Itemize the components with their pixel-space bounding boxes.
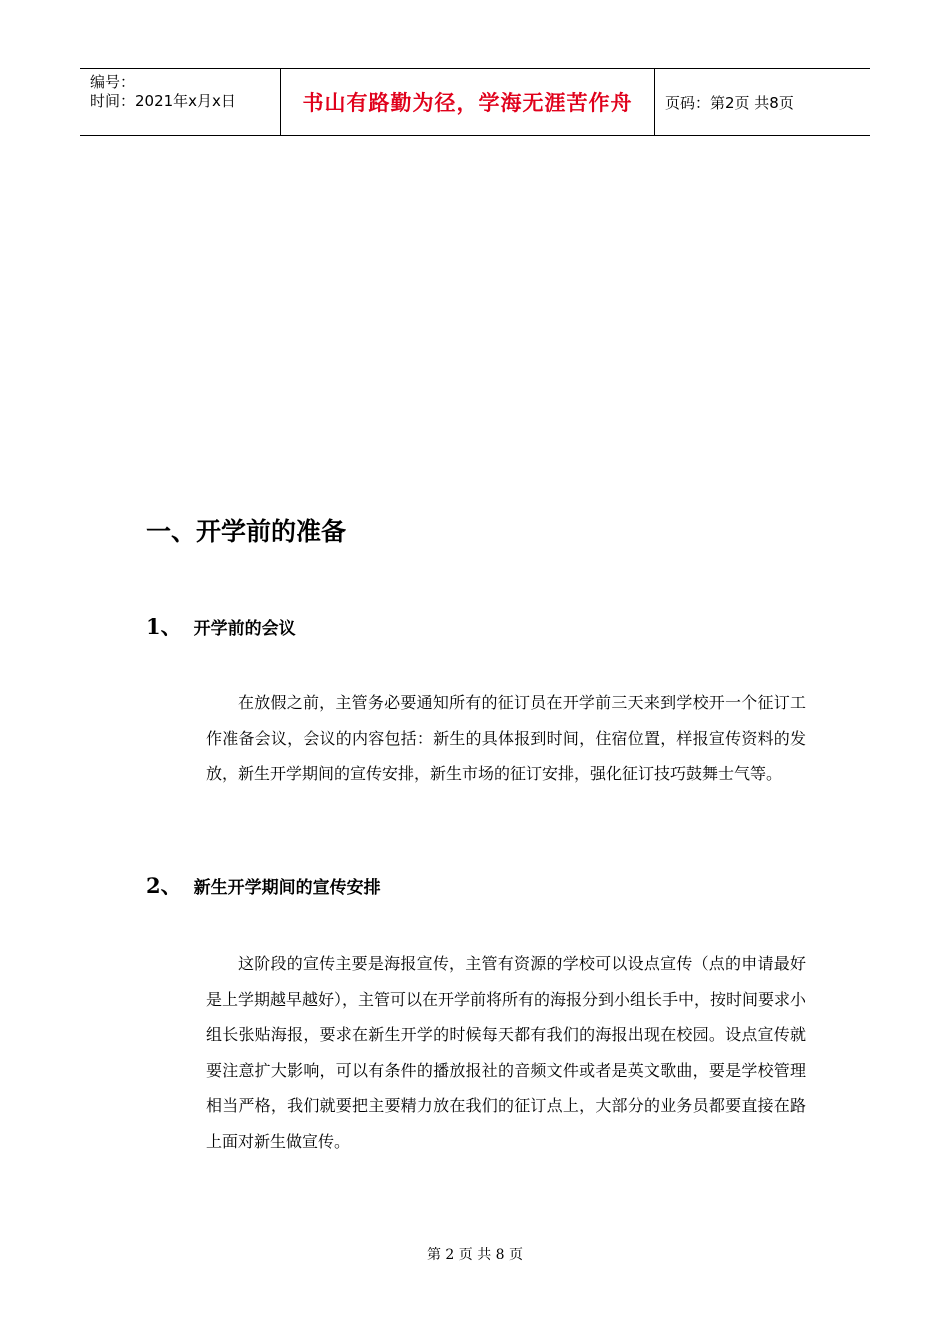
page-footer: 第 2 页 共 8 页 [426, 1247, 524, 1263]
header-page-info: 页码：第2页 共8页 [665, 93, 794, 112]
subsection-number: 1、 [146, 614, 182, 639]
subsection-heading-1 [146, 611, 296, 641]
header-meta-cell [80, 69, 281, 135]
subsection-paragraph-1: 在放假之前，主管务必要通知所有的征订员在开学前三天来到学校开一个征订工作准备会议，会议的内容包括：新生的具体报到时间，住宿位置，样报宣传资料的发放，新生开学期间的宣传安排，新生市场的征订安排，强化征订技巧鼓舞士气等。 [206, 693, 806, 783]
subsection-paragraph-2: 这阶段的宣传主要是海报宣传，主管有资源的学校可以设点宣传（点的申请最好是上学期越早越好），主管可以在开学前将所有的海报分到小组长手中，按时间要求小组长张贴海报，要求在新生开学的时候每天都有我们的海报出现在校园。设点宣传就要注意扩大影响，可以有条件的播放报社的音频文件或者是英文歌曲，要是学校管理相当严格，我们就要把主要精力放在我们的征订点上，大部分的业务员都要直接在路上面对新生做宣传。 [206, 954, 807, 1151]
section-title: 一、开学前的准备 [146, 517, 347, 546]
document-time-label: 时间：2021年x月x日 [90, 92, 236, 110]
subsection-title: 开学前的会议 [193, 619, 296, 639]
header-motto: 书山有路勤为径，学海无涯苦作舟 [281, 69, 655, 135]
document-number-label: 编号： [90, 73, 136, 91]
subsection-heading-2 [146, 870, 381, 900]
subsection-title: 新生开学期间的宣传安排 [193, 878, 381, 898]
subsection-number: 2、 [146, 873, 182, 898]
page-header [80, 68, 870, 136]
